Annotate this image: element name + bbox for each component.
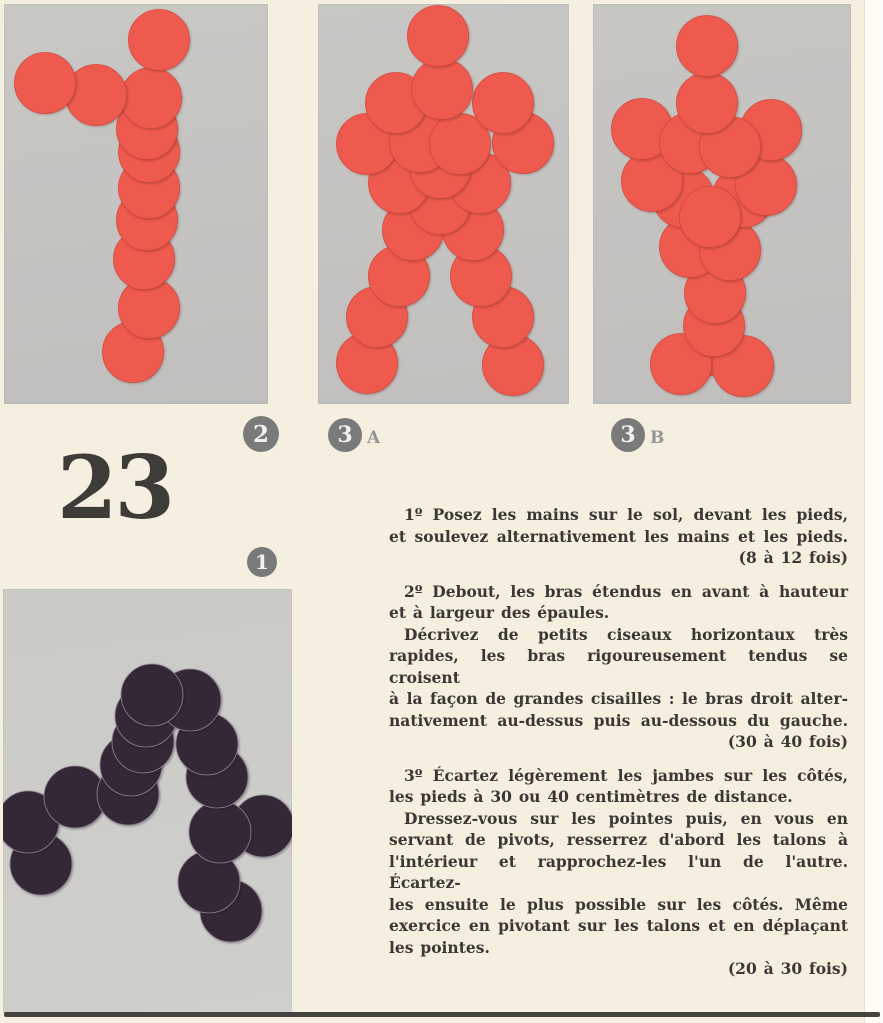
paper-disc — [412, 59, 473, 120]
paper-disc — [408, 6, 469, 67]
instruction-line: Décrivez de petits ciseaux horizontaux très — [404, 624, 848, 644]
paper-disc — [677, 73, 738, 134]
collage-panel-exercise-1 — [3, 589, 292, 1013]
figure-badge-3b-letter: B — [650, 428, 665, 448]
instruction-line: à la façon de grandes cisailles : le bras droit alter- — [389, 689, 848, 708]
instruction-paragraph-2 — [389, 581, 848, 753]
paper-disc — [15, 53, 76, 114]
paper-disc — [121, 664, 183, 726]
repetition-count: (8 à 12 fois) — [738, 548, 848, 567]
instruction-paragraph-3 — [389, 765, 848, 980]
paper-disc — [677, 16, 738, 77]
instruction-line: et soulevez alternativement les mains et les pieds. — [389, 526, 848, 546]
repetition-count: (30 à 40 fois) — [727, 732, 848, 751]
repetition-count: (20 à 30 fois) — [727, 959, 848, 978]
instruction-line: exercice en pivotant sur les talons et en déplaçant — [389, 916, 848, 935]
fig-3b-discs — [593, 4, 851, 404]
paper-disc — [121, 68, 182, 129]
figure-badge-3a: 3 — [328, 418, 362, 452]
paper-disc — [473, 73, 534, 134]
instruction-line: les ensuite le plus possible sur les côtés. Même — [389, 894, 848, 914]
figure-badge-2: 2 — [243, 416, 279, 452]
figure-badge-3b: 3 — [611, 418, 645, 452]
page-number: 23 — [57, 436, 173, 539]
instructions-text — [389, 504, 848, 992]
instruction-line: servant de pivots, resserrez d'abord les talons à — [389, 830, 848, 849]
instruction-line: les pieds à 30 ou 40 centimètres de distance. — [389, 787, 793, 806]
instruction-line: les pointes. — [389, 937, 490, 957]
instruction-line: rapides, les bras rigoureusement tendus se croisent — [389, 646, 848, 687]
instruction-line: 1º Posez les mains sur le sol, devant les pieds, — [404, 505, 848, 524]
paper-disc — [66, 65, 127, 126]
paper-disc — [680, 187, 741, 248]
instruction-line: 2º Debout, les bras étendus en avant à hauteur — [404, 581, 848, 601]
instruction-line: l'intérieur et rapprochez-les l'un de l'autre. Écartez- — [389, 851, 848, 892]
scan-edge-bottom — [4, 1012, 880, 1017]
paper-disc — [189, 801, 251, 863]
collage-panel-exercise-3a — [318, 4, 569, 404]
instruction-line: et à largeur des épaules. — [389, 603, 610, 622]
fig-3a-discs — [318, 4, 569, 404]
instruction-line: nativement au-dessus puis au-dessous du gauche. — [389, 710, 848, 730]
paper-disc — [129, 10, 190, 71]
instruction-paragraph-1 — [389, 504, 848, 569]
fig-2-discs — [4, 4, 268, 404]
paper-disc — [44, 766, 106, 828]
collage-panel-exercise-2 — [4, 4, 268, 404]
instruction-line: Dressez-vous sur les pointes puis, en vous en — [404, 808, 848, 828]
instruction-line: 3º Écartez légèrement les jambes sur les côtés, — [404, 765, 848, 785]
fig-1-discs — [3, 589, 292, 1013]
scan-edge-right — [864, 0, 883, 1023]
collage-panel-exercise-3b — [593, 4, 851, 404]
figure-badge-3a-letter: A — [367, 428, 381, 448]
figure-badge-1: 1 — [247, 547, 277, 577]
